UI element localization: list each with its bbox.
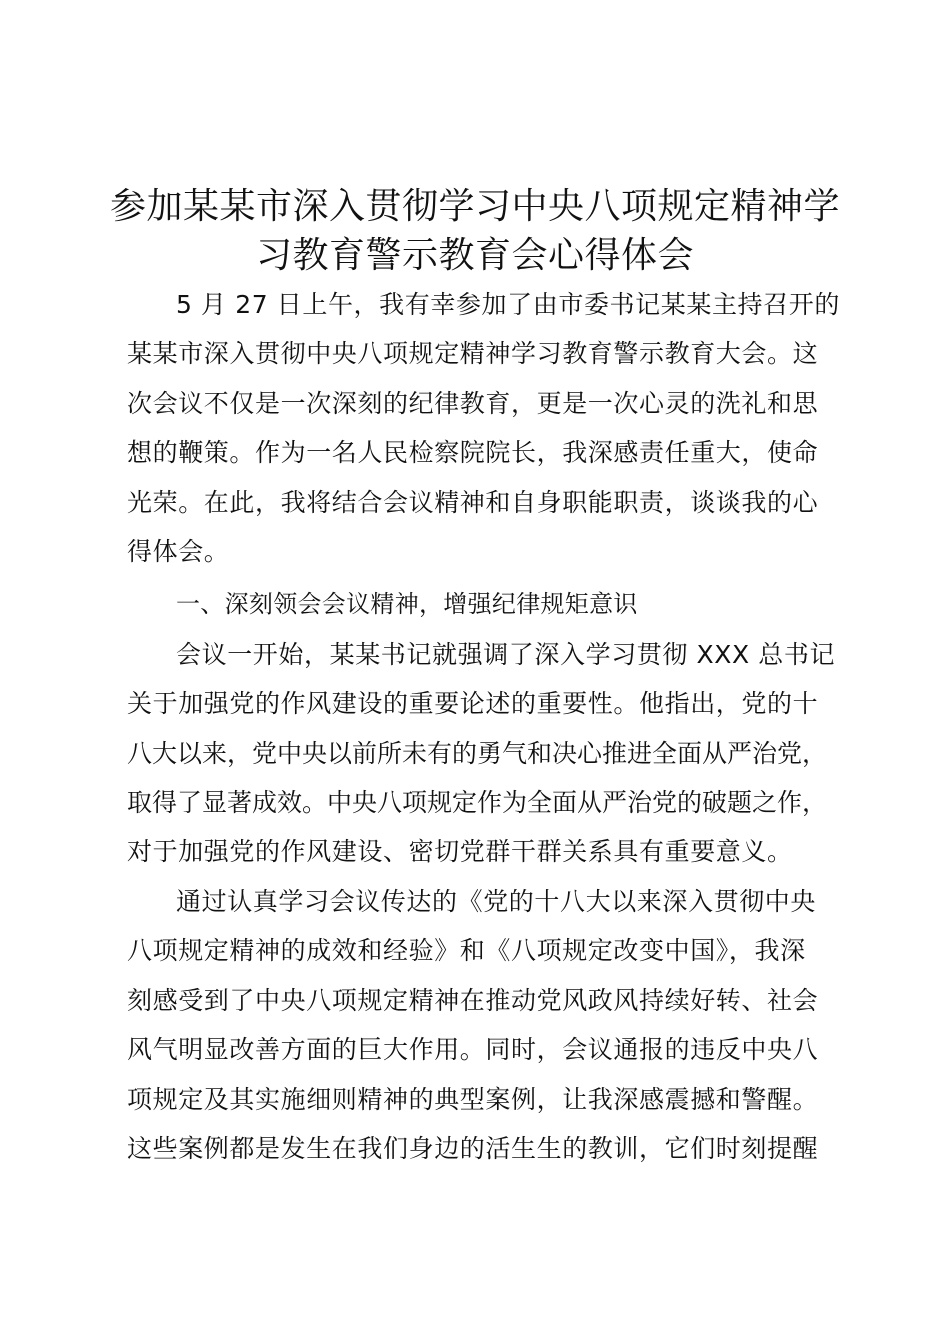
paragraph-3-line-4: 风气明显改善方面的巨大作用。同时，会议通报的违反中央八 <box>127 1035 819 1064</box>
paragraph-1-line-1: 5 月 27 日上午，我有幸参加了由市委书记某某主持召开的 <box>176 290 840 319</box>
paragraph-1-line-6: 得体会。 <box>127 537 230 566</box>
paragraph-1-line-5: 光荣。在此，我将结合会议精神和自身职能职责，谈谈我的心 <box>127 488 819 517</box>
paragraph-1-line-4: 想的鞭策。作为一名人民检察院院长，我深感责任重大，使命 <box>127 438 819 467</box>
paragraph-3-line-6: 这些案例都是发生在我们身边的活生生的教训，它们时刻提醒 <box>127 1134 819 1163</box>
document-title-line-1: 参加某某市深入贯彻学习中央八项规定精神学 <box>109 186 840 227</box>
paragraph-3-line-1: 通过认真学习会议传达的《党的十八大以来深入贯彻中央 <box>176 887 817 916</box>
paragraph-1-line-3: 次会议不仅是一次深刻的纪律教育，更是一次心灵的洗礼和思 <box>127 389 819 418</box>
paragraph-2-line-3: 八大以来，党中央以前所未有的勇气和决心推进全面从严治党， <box>127 739 828 768</box>
paragraph-2-line-4: 取得了显著成效。中央八项规定作为全面从严治党的破题之作， <box>127 788 828 817</box>
paragraph-2-line-1: 会议一开始，某某书记就强调了深入学习贯彻 XXX 总书记 <box>176 640 836 669</box>
paragraph-2-line-2: 关于加强党的作风建设的重要论述的重要性。他指出，党的十 <box>127 689 819 718</box>
paragraph-3-line-5: 项规定及其实施细则精神的典型案例，让我深感震撼和警醒。 <box>127 1085 819 1114</box>
section-heading-1: 一、深刻领会会议精神，增强纪律规矩意识 <box>176 590 638 618</box>
paragraph-3-line-3: 刻感受到了中央八项规定精神在推动党风政风持续好转、社会 <box>127 986 819 1015</box>
paragraph-1-line-2: 某某市深入贯彻中央八项规定精神学习教育警示教育大会。这 <box>127 339 819 368</box>
document-title-line-2: 习教育警示教育会心得体会 <box>255 235 694 276</box>
paragraph-2-line-5: 对于加强党的作风建设、密切党群干群关系具有重要意义。 <box>127 837 793 866</box>
paragraph-3-line-2: 八项规定精神的成效和经验》和《八项规定改变中国》，我深 <box>127 936 806 965</box>
